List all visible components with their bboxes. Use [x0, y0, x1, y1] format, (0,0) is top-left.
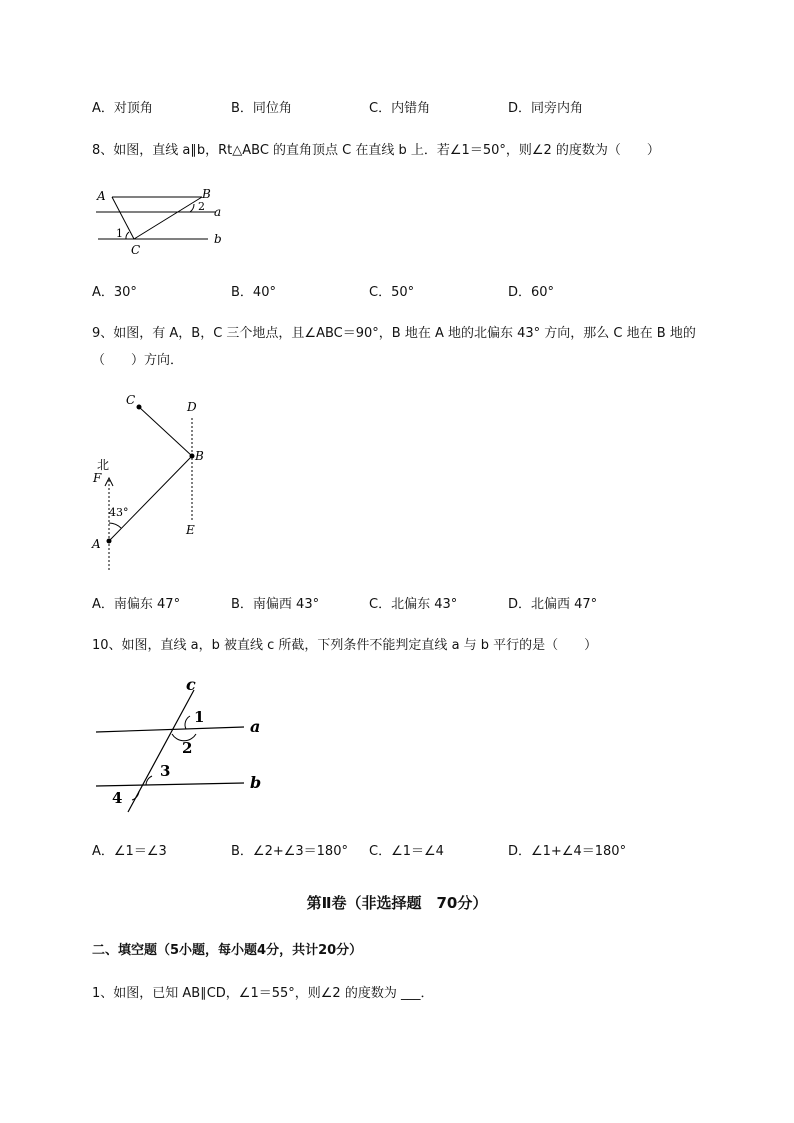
q9-label-A: A [92, 537, 101, 551]
q10-label-b: b [250, 773, 262, 792]
q10-figure [88, 672, 278, 817]
q8-option-b: B．40° [231, 285, 276, 300]
q8-figure [88, 184, 238, 260]
q10-option-b: B．∠2+∠3＝180° [231, 844, 348, 859]
q8-label-B: B [202, 187, 211, 201]
q9-label-F: F [93, 471, 102, 485]
q9-label-E: E [186, 523, 195, 537]
q10-option-c: C．∠1＝∠4 [369, 844, 444, 859]
part2-section-heading: 二、填空题（5小题，每小题4分，共计20分） [92, 943, 363, 958]
q10-label-1: 1 [194, 708, 205, 726]
q9-label-north: 北 [97, 458, 110, 472]
q7-option-d: D．同旁内角 [508, 101, 584, 116]
q8-label-A: A [97, 189, 106, 203]
q8-option-d: D．60° [508, 285, 555, 300]
q8-stem: 8、如图，直线 a∥b，Rt△ABC 的直角顶点 C 在直线 b 上．若∠1＝50°，则∠2 的度数为（ ） [92, 143, 660, 158]
q9-stem-line2: （ ）方向． [92, 353, 184, 368]
q10-option-d: D．∠1+∠4＝180° [508, 844, 627, 859]
q9-label-angle: 43° [109, 506, 129, 519]
q9-stem-line1: 9、如图，有 A，B，C 三个地点，且∠ABC＝90°，B 地在 A 地的北偏东 43° 方向，那么 C 地在 B 地的 [92, 326, 696, 341]
q8-option-c: C．50° [369, 285, 415, 300]
q7-option-a: A．对顶角 [92, 101, 153, 116]
q9-option-a: A．南偏东 47° [92, 597, 181, 612]
q9-option-c: C．北偏东 43° [369, 597, 458, 612]
q10-option-a: A．∠1＝∠3 [92, 844, 167, 859]
q9-figure [88, 390, 218, 572]
q9-option-d: D．北偏西 47° [508, 597, 598, 612]
q8-label-2: 2 [198, 200, 205, 213]
q9-label-B: B [195, 449, 204, 463]
q10-label-3: 3 [160, 762, 171, 780]
q8-label-a: a [214, 205, 222, 219]
q10-stem: 10、如图，直线 a，b 被直线 c 所截，下列条件不能判定直线 a 与 b 平行的是（ ） [92, 638, 598, 653]
q8-option-a: A．30° [92, 285, 137, 300]
q10-label-2: 2 [182, 739, 193, 757]
q9-option-b: B．南偏西 43° [231, 597, 320, 612]
q8-label-b: b [214, 232, 222, 246]
q10-label-4: 4 [112, 789, 123, 807]
q9-label-C: C [126, 393, 136, 407]
q10-label-a: a [250, 717, 261, 736]
q7-option-b: B．同位角 [231, 101, 292, 116]
q7-option-c: C．内错角 [369, 101, 431, 116]
q10-label-c: c [186, 675, 196, 694]
q8-label-1: 1 [116, 227, 123, 240]
part2-title: 第Ⅱ卷（非选择题 70分） [306, 894, 488, 912]
q8-label-C: C [131, 243, 141, 257]
q9-label-D: D [187, 400, 197, 414]
part2-q1-stem: 1、如图，已知 AB∥CD，∠1＝55°，则∠2 的度数为 ___． [92, 986, 434, 1001]
